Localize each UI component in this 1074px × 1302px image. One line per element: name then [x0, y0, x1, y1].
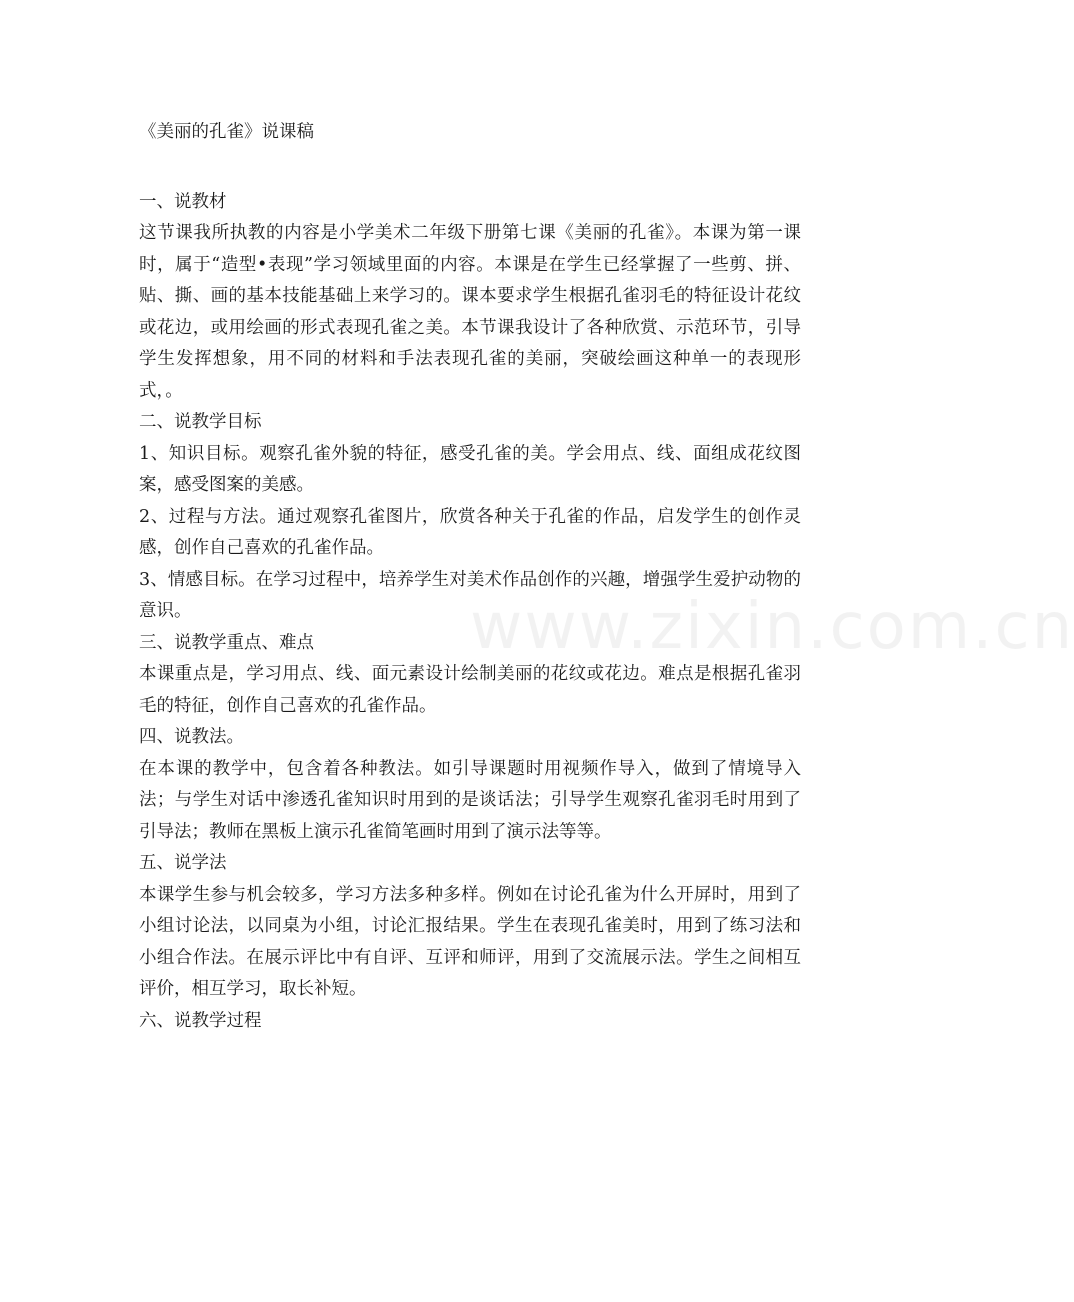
document-title: 《美丽的孔雀》说课稿 — [139, 122, 314, 142]
section-teaching-methods — [139, 722, 801, 848]
section-learning-methods — [139, 848, 801, 1006]
section-paragraph: 1、知识目标。观察孔雀外貌的特征，感受孔雀的美。学会用点、线、面组成花纹图案，感受图案的美感。 — [139, 443, 801, 495]
section-paragraph: 这节课我所执教的内容是小学美术二年级下册第七课《美丽的孔雀》。本课为第一课时，属于“造型•表现”学习领域里面的内容。本课是在学生已经掌握了一些剪、拼、贴、撕、画的基本技能基础上来学习的。课本要求学生根据孔雀羽毛的特征设计花纹或花边，或用绘画的形式表现孔雀之美。本节课我设计了各种欣赏、示范环节，引导学生发挥想象，用不同的材料和手法表现孔雀的美丽，突破绘画这种单一的表现形式，。 — [139, 223, 801, 401]
section-paragraph: 本课重点是，学习用点、线、面元素设计绘制美丽的花纹或花边。难点是根据孔雀羽毛的特征，创作自己喜欢的孔雀作品。 — [139, 664, 801, 716]
section-key-points — [139, 628, 801, 723]
section-heading: 三、说教学重点、难点 — [139, 632, 314, 653]
section-textbook — [139, 187, 801, 408]
section-heading: 六、说教学过程 — [139, 1010, 262, 1031]
section-teaching-process — [139, 1006, 801, 1038]
section-paragraph: 3、情感目标。在学习过程中，培养学生对美术作品创作的兴趣，增强学生爱护动物的意识。 — [139, 569, 801, 621]
section-paragraph: 在本课的教学中，包含着各种教法。如引导课题时用视频作导入，做到了情境导入法；与学生对话中渗透孔雀知识时用到的是谈话法；引导学生观察孔雀羽毛时用到了引导法；教师在黑板上演示孔雀简笔画时用到了演示法等等。 — [139, 758, 801, 842]
section-heading: 二、说教学目标 — [139, 412, 262, 432]
section-paragraph: 2、过程与方法。通过观察孔雀图片，欣赏各种关于孔雀的作品，启发学生的创作灵感，创作自己喜欢的孔雀作品。 — [139, 506, 801, 558]
section-heading: 一、说教材 — [139, 191, 227, 212]
document-page — [139, 117, 801, 1037]
section-objectives — [139, 407, 801, 628]
section-heading: 五、说学法 — [139, 853, 227, 873]
watermark-text: www.zixin.com.cn — [470, 590, 1074, 664]
section-paragraph: 本课学生参与机会较多，学习方法多种多样。例如在讨论孔雀为什么开屏时，用到了小组讨论法，以同桌为小组，讨论汇报结果。学生在表现孔雀美时，用到了练习法和小组合作法。在展示评比中有自评、互评和师评，用到了交流展示法。学生之间相互评价，相互学习，取长补短。 — [139, 884, 801, 999]
section-heading: 四、说教法。 — [139, 727, 244, 747]
